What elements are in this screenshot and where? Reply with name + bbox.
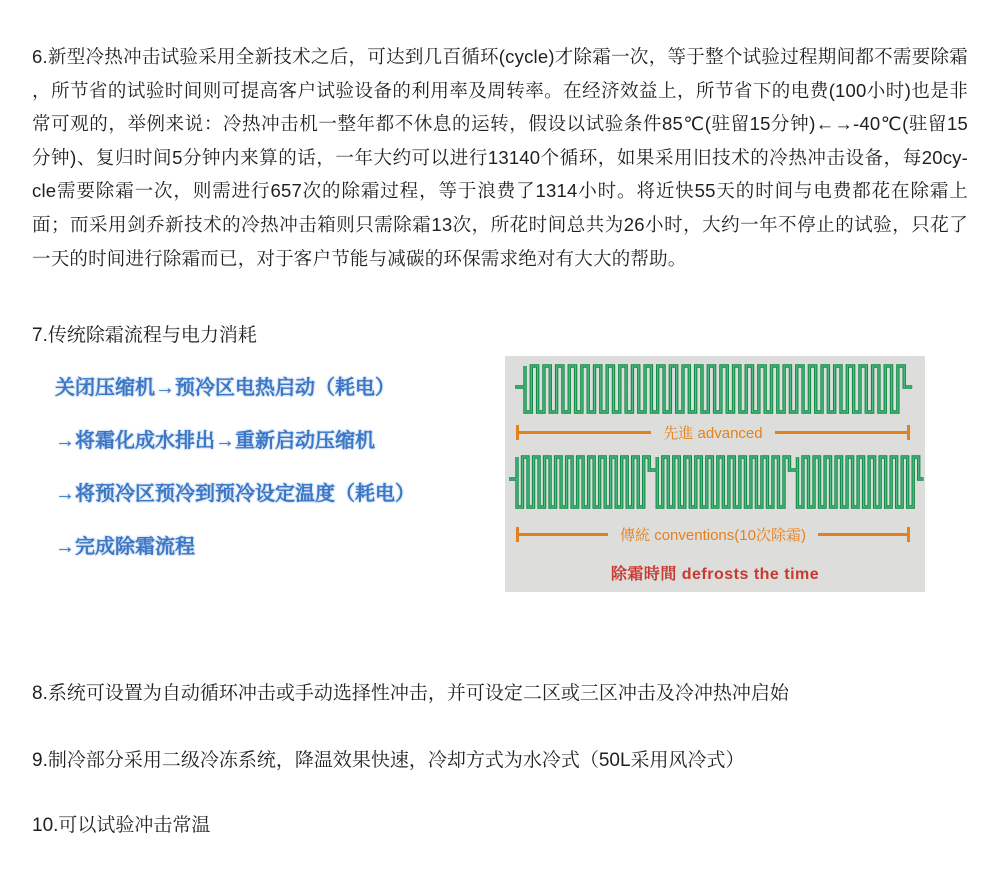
paragraph-6-line: 分钟)、复归时间5分钟内来算的话，一年大约可以进行13140个循环，如果采用旧技术的冷热冲击设备，每20cy-	[32, 146, 968, 168]
defrost-comparison-diagram	[505, 356, 925, 592]
feature-10: 10.可以试验冲击常温	[32, 815, 211, 836]
conventional-span-line	[516, 526, 910, 542]
section-7-title: 7.传统除霜流程与电力消耗	[32, 325, 257, 346]
advanced-span-line	[516, 424, 910, 440]
defrost-time-caption: 除霜時間 defrosts the time	[610, 566, 820, 583]
defrost-step-2: →将霜化成水排出→重新启动压缩机	[55, 430, 375, 452]
right-tick	[907, 527, 910, 542]
advanced-waveform	[505, 362, 925, 422]
feature-9: 9.制冷部分采用二级冷冻系统，降温效果快速，冷却方式为水冷式（50L采用风冷式）	[32, 750, 745, 771]
paragraph-6-line: 面；而采用剑乔新技术的冷热冲击箱则只需除霜13次，所花时间总共为26小时，大约一年不停止的试验，只花了	[32, 213, 968, 235]
paragraph-6-line: 常可观的，举例来说：冷热冲击机一整年都不休息的运转，假设以试验条件85℃(驻留15分钟)←→-40℃(驻留15	[32, 113, 968, 135]
right-tick	[907, 425, 910, 440]
measure-line	[775, 431, 907, 434]
paragraph-6-line: ，所节省的试验时间则可提高客户试验设备的利用率及周转率。在经济效益上，所节省下的电费(100小时)也是非	[32, 79, 968, 101]
feature-8: 8.系统可设置为自动循环冲击或手动选择性冲击，并可设定二区或三区冲击及冷冲热冲启始	[32, 683, 789, 704]
conventional-waveform	[505, 452, 925, 512]
defrost-step-4: →完成除霜流程	[55, 536, 195, 558]
measure-line	[519, 431, 651, 434]
measure-line	[818, 533, 907, 536]
defrost-step-1: 关闭压缩机→预冷区电热启动（耗电）	[55, 377, 395, 399]
paragraph-6	[32, 40, 968, 275]
conventional-label: 傳統 conventions(10次除霜)	[620, 526, 806, 544]
measure-line	[519, 533, 608, 536]
paragraph-6-line: 6.新型冷热冲击试验采用全新技术之后，可达到几百循环(cycle)才除霜一次，等于整个试验过程期间都不需要除霜	[32, 46, 968, 67]
defrost-step-3: →将预冷区预冷到预冷设定温度（耗电）	[55, 483, 415, 505]
defrost-step-list	[55, 378, 415, 590]
paragraph-6-line: 一天的时间进行除霜而已，对于客户节能与减碳的环保需求绝对有大大的帮助。	[32, 247, 687, 269]
advanced-label: 先進 advanced	[663, 424, 763, 442]
paragraph-6-line: cle需要除霜一次，则需进行657次的除霜过程，等于浪费了1314小时。将近快55天的时间与电费都花在除霜上	[32, 180, 968, 202]
